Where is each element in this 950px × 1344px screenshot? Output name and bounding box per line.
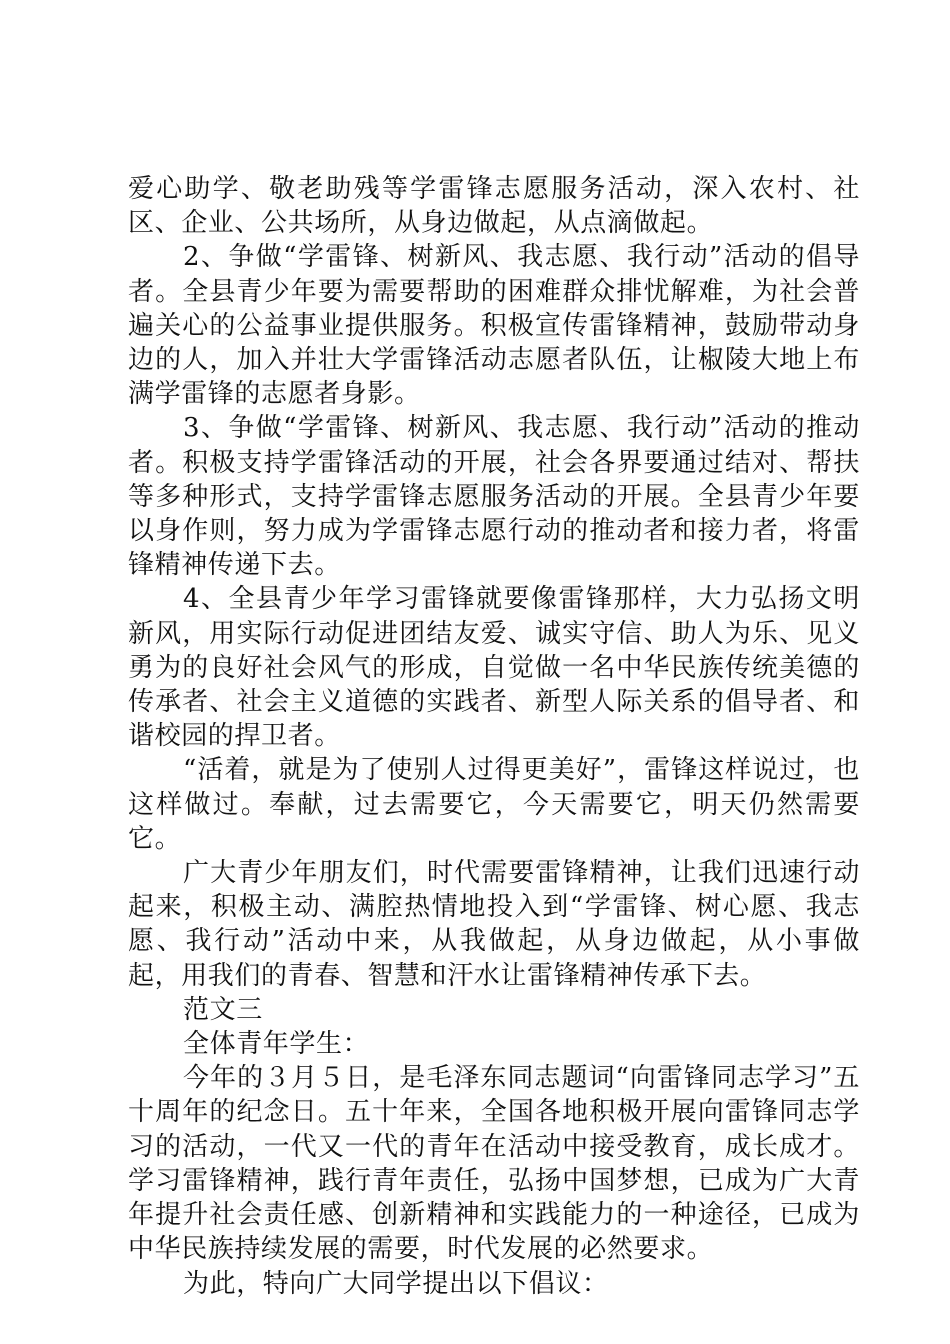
salutation: 全体青年学生： <box>183 1029 370 1060</box>
paragraph-4: 4、全县青少年学习雷锋就要像雷锋那样，大力弘扬文明新风，用实际行动促进团结友爱、诚实守信、助人为乐、见义勇为的良好社会风气的形成，自觉做一名中华民族传统美德的传承者、社会主义道德的实践者、新型人际关系的倡导者、和谐校园的捍卫者。 <box>128 584 860 752</box>
paragraph-10: 为此，特向广大同学提出以下倡议： <box>183 1268 609 1299</box>
section-heading: 范文三 <box>183 994 263 1025</box>
paragraph-9: 今年的３月５日，是毛泽东同志题词“向雷锋同志学习”五十周年的纪念日。五十年来，全国各地积极开展向雷锋同志学习的活动，一代又一代的青年在活动中接受教育，成长成才。学习雷锋精神，践行青年责任，弘扬中国梦想，已成为广大青年提升社会责任感、创新精神和实践能力的一种途径，已成为中华民族持续发展的需要，时代发展的必然要求。 <box>128 1063 860 1265</box>
paragraph-3: 3、争做“学雷锋、树新风、我志愿、我行动”活动的推动者。积极支持学雷锋活动的开展，社会各界要通过结对、帮扶等多种形式，支持学雷锋志愿服务活动的开展。全县青少年要以身作则，努力成为学雷锋志愿行动的推动者和接力者，将雷锋精神传递下去。 <box>128 413 860 581</box>
paragraph-5: “活着，就是为了使别人过得更美好”，雷锋这样说过，也这样做过。奉献，过去需要它，今天需要它，明天仍然需要它。 <box>128 755 860 854</box>
document-body <box>128 172 860 1301</box>
paragraph-1: 爱心助学、敬老助残等学雷锋志愿服务活动，深入农村、社区、企业、公共场所，从身边做起，从点滴做起。 <box>128 174 860 239</box>
paragraph-2: 2、争做“学雷锋、树新风、我志愿、我行动”活动的倡导者。全县青少年要为需要帮助的困难群众排忧解难，为社会普遍关心的公益事业提供服务。积极宣传雷锋精神，鼓励带动身边的人，加入并壮大学雷锋活动志愿者队伍，让椒陵大地上布满学雷锋的志愿者身影。 <box>128 242 860 410</box>
paragraph-6: 广大青少年朋友们，时代需要雷锋精神，让我们迅速行动起来，积极主动、满腔热情地投入到“学雷锋、树心愿、我志愿、我行动”活动中来，从我做起，从身边做起，从小事做起，用我们的青春、智慧和汗水让雷锋精神传承下去。 <box>128 858 860 991</box>
